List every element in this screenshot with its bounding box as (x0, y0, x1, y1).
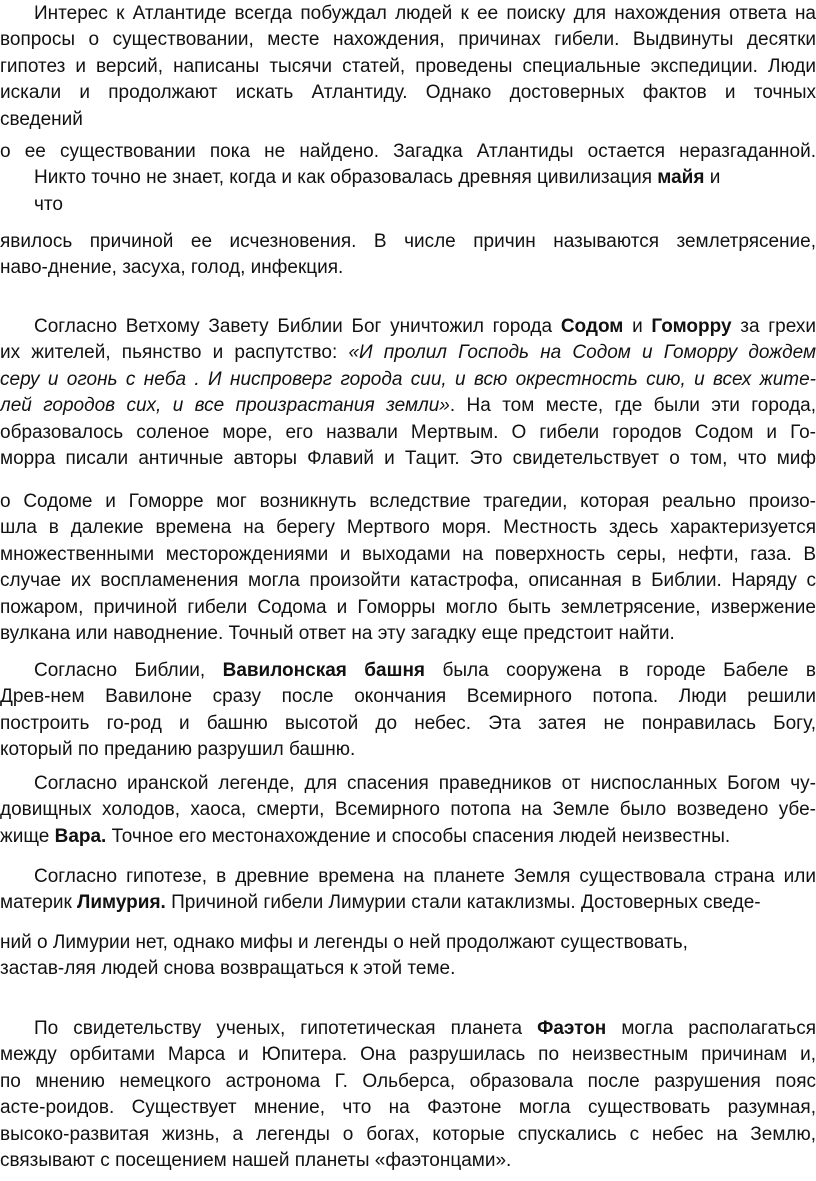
paragraph-phaeton (0, 1016, 816, 1174)
text-line: между орбитами Марса и Юпитера. Она разрушилась по неизвестным причинам и, (0, 1044, 816, 1066)
text-line: связывают с посещением нашей планеты «фаэтонцами». (0, 1149, 512, 1171)
paragraph-limuria (0, 864, 816, 917)
text-line: материк Лимурия. Причиной гибели Лимурии стали катаклизмы. Достоверных сведе- (0, 892, 761, 914)
text-line: по мнению немецкого астронома Г. Ольберса, образовала после разрушения пояс (0, 1070, 816, 1092)
text-line: образовалось соленое море, его назвали Мертвым. О гибели городов Содом и Го- (0, 421, 816, 443)
term-maya: майя (657, 167, 705, 189)
text-line: ний о Лимурии нет, однако мифы и легенды о ней продолжают существовать, (0, 932, 688, 953)
paragraph-dead-sea (0, 489, 816, 647)
text-line: о Содоме и Гоморре мог возникнуть вследствие трагедии, которая реально произо- (0, 491, 816, 512)
text-line: морра писали античные авторы Флавий и Тацит. Это свидетельствует о том, что миф (0, 447, 816, 469)
bible-quote: серу и огонь с неба . И ниспроверг города сии, и всю окрестность сию, и всех жите- (0, 368, 816, 390)
text-line: явилось причиной ее исчезновения. В числе причин называются землетрясение, (0, 231, 816, 252)
paragraph-sodom-gomorrah (0, 314, 816, 472)
text-line: который по преданию разрушил башню. (0, 739, 356, 761)
text-line: Согласно иранской легенде, для спасения праведников от ниспосланных Богом чу- (34, 773, 816, 794)
bible-quote: лей городов сих, и все произрастания земли» (0, 395, 450, 417)
text-line: построить го-род и башню высотой до небес. Эта затея не понравилась Богу, (0, 712, 816, 734)
text-line: Никто точно не знает, когда и как образовалась древняя цивилизация майя и (34, 167, 721, 189)
text-line: довищных холодов, хаоса, смерти, Всемирного потопа на Земле было возведено убе- (0, 799, 816, 821)
paragraph-atlantis-intro (0, 1, 816, 133)
paragraph-atlantis-mayan (0, 139, 816, 218)
text-line: Интерес к Атлантиде всегда побуждал людей к ее поиску для нахождения ответа на (34, 3, 816, 24)
text-line: сведений (0, 108, 83, 130)
text-line (0, 367, 816, 393)
text-line: пожаром, причиной гибели Содома и Гоморры могло быть землетрясение, извержение (0, 596, 816, 618)
text-line: Древ-нем Вавилоне сразу после окончания Всемирного потопа. Люди решили (0, 686, 816, 708)
text-line: высоко-развитая жизнь, а легенды о богах, которые спускались с небес на Землю, (0, 1123, 816, 1145)
term-vara: Вара. (54, 825, 107, 847)
text-line: случае их воспламенения могла произойти катастрофа, описанная в Библии. Наряду с (0, 570, 816, 592)
text-line: искали и продолжают искать Атлантиду. Однако достоверных фактов и точных (0, 82, 816, 104)
text-line: Согласно Библии, Вавилонская башня была сооружена в городе Бабеле в (34, 660, 816, 681)
text-line: Согласно гипотезе, в древние времена на планете Земля существовала страна или (34, 866, 816, 887)
term-limuria: Лимурия. (77, 892, 166, 914)
text-line: что (34, 193, 63, 215)
text-line: их жителей, пьянство и распутство: «И пролил Господь на Содом и Гоморру дождем (0, 342, 816, 364)
text-line: вулкана или наводнение. Точный ответ на эту загадку еще предстоит найти. (0, 622, 675, 644)
text-line: По свидетельству ученых, гипотетическая планета Фаэтон могла располагаться (34, 1018, 816, 1039)
paragraph-disappearance-causes (0, 229, 816, 282)
text-line: множественными месторождениями и выходами на поверхность серы, нефти, газа. В (0, 543, 816, 565)
paragraph-vara (0, 771, 816, 850)
term-gomorrah: Гоморру (651, 316, 732, 337)
term-babel-tower: Вавилонская башня (222, 660, 426, 681)
text-line: наво-днение, засуха, голод, инфекция. (0, 257, 344, 279)
paragraph-limuria-myths (0, 930, 816, 983)
text-line: гипотез и версий, написаны тысячи статей, проведены специальные экспедиции. Люди (0, 55, 816, 77)
text-line: застав-ляя людей снова возвращаться к этой теме. (0, 958, 456, 980)
text-line: шла в далекие времена на берегу Мертвого моря. Местность здесь характеризуется (0, 517, 816, 539)
text-line: Согласно Ветхому Завету Библии Бог уничтожил города Содом и Гоморру за грехи (34, 316, 816, 337)
bible-quote: «И пролил Господь на Содом и Гоморру дождем (348, 342, 816, 364)
paragraph-tower-of-babel (0, 658, 816, 764)
text-line: вопросы о существовании, месте нахождения, причинах гибели. Выдвинуты десятки (0, 29, 816, 51)
term-sodom: Содом (560, 316, 624, 337)
term-phaeton: Фаэтон (537, 1018, 607, 1039)
text-line: асте-роидов. Существует мнение, что на Фаэтоне могла существовать разумная, (0, 1097, 816, 1119)
text-line: жище Вара. Точное его местонахождение и способы спасения людей неизвестны. (0, 825, 731, 847)
text-line: лей городов сих, и все произрастания земли». На том месте, где были эти города, (0, 395, 816, 417)
text-line: о ее существовании пока не найдено. Загадка Атлантиды остается неразгаданной. (0, 141, 816, 162)
